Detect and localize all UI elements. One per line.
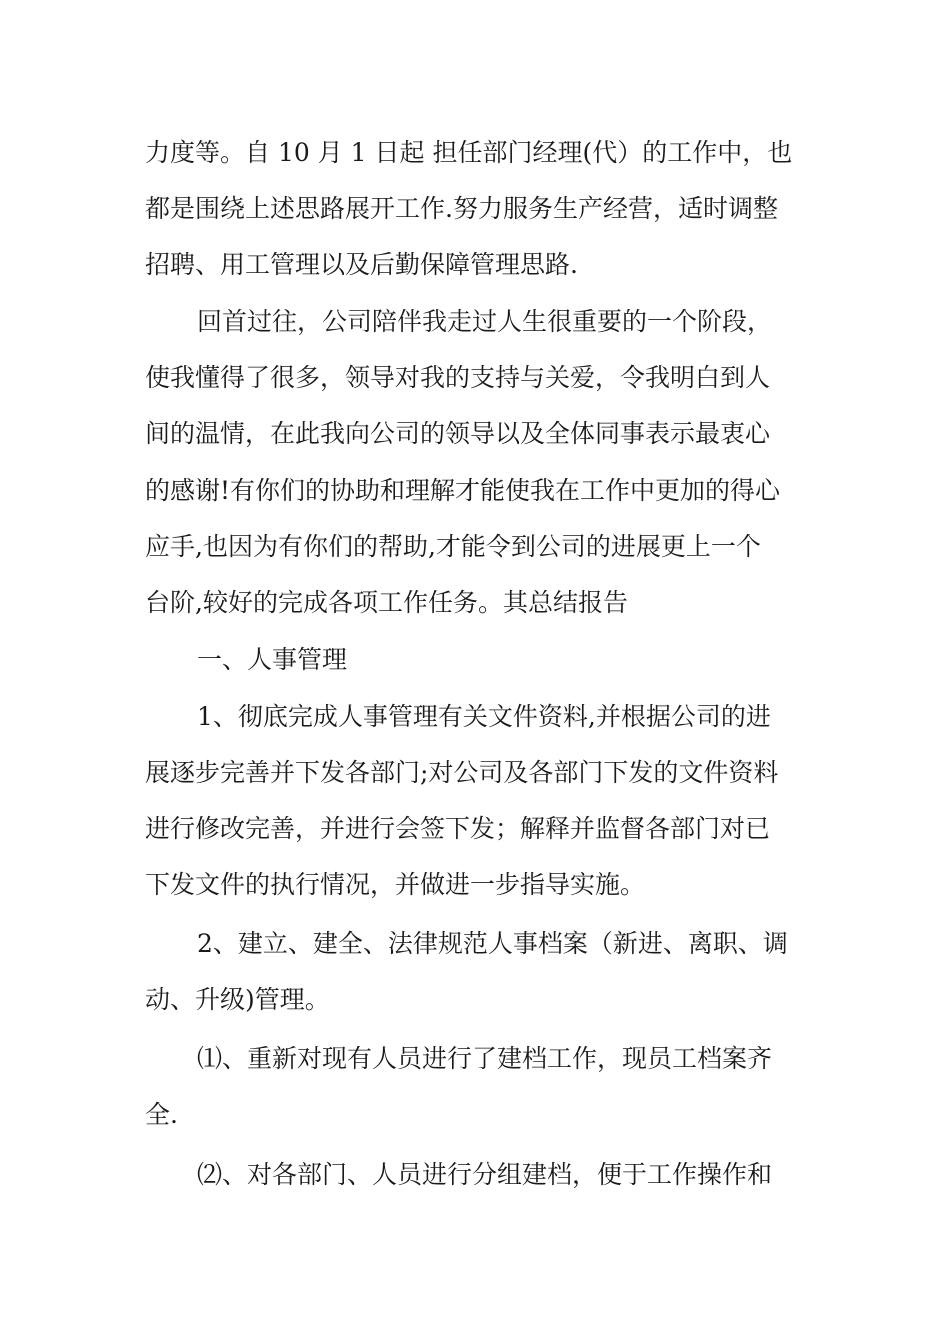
paragraph-line: 1、彻底完成人事管理有关文件资料,并根据公司的进: [197, 702, 771, 731]
section-heading: 一、人事管理: [197, 645, 348, 674]
paragraph-line: 全.: [145, 1100, 178, 1129]
paragraph-line: ⑵、对各部门、人员进行分组建档，便于工作操作和: [197, 1160, 773, 1189]
paragraph-line: 动、升级)管理。: [145, 985, 330, 1014]
paragraph-line: 间的温情，在此我向公司的领导以及全体同事表示最衷心: [145, 419, 771, 448]
paragraph-line: 台阶,较好的完成各项工作任务。其总结报告: [145, 588, 628, 617]
paragraph-line: 进行修改完善，并进行会签下发；解释并监督各部门对已: [145, 814, 771, 843]
paragraph-line: 下发文件的执行情况，并做进一步指导实施。: [145, 870, 646, 899]
paragraph-line: 应手,也因为有你们的帮助,才能令到公司的进展更上一个: [145, 532, 761, 561]
paragraph-line: 的感谢!有你们的协助和理解才能使我在工作中更加的得心: [145, 476, 781, 505]
paragraph-line: 展逐步完善并下发各部门;对公司及各部门下发的文件资料: [145, 758, 779, 787]
paragraph-line: 力度等。自 10 月 1 日起 担任部门经理(代）的工作中，也: [145, 138, 793, 167]
paragraph-line: 招聘、用工管理以及后勤保障管理思路.: [145, 250, 578, 279]
paragraph-line: 2、建立、建全、法律规范人事档案（新进、离职、调: [197, 929, 788, 958]
paragraph-line: ⑴、重新对现有人员进行了建档工作，现员工档案齐: [197, 1044, 773, 1073]
paragraph-line: 都是围绕上述思路展开工作.努力服务生产经营，适时调整: [145, 194, 778, 223]
paragraph-line: 使我懂得了很多，领导对我的支持与关爱，令我明白到人: [145, 363, 771, 392]
paragraph-line: 回首过往，公司陪伴我走过人生很重要的一个阶段，: [197, 307, 773, 336]
